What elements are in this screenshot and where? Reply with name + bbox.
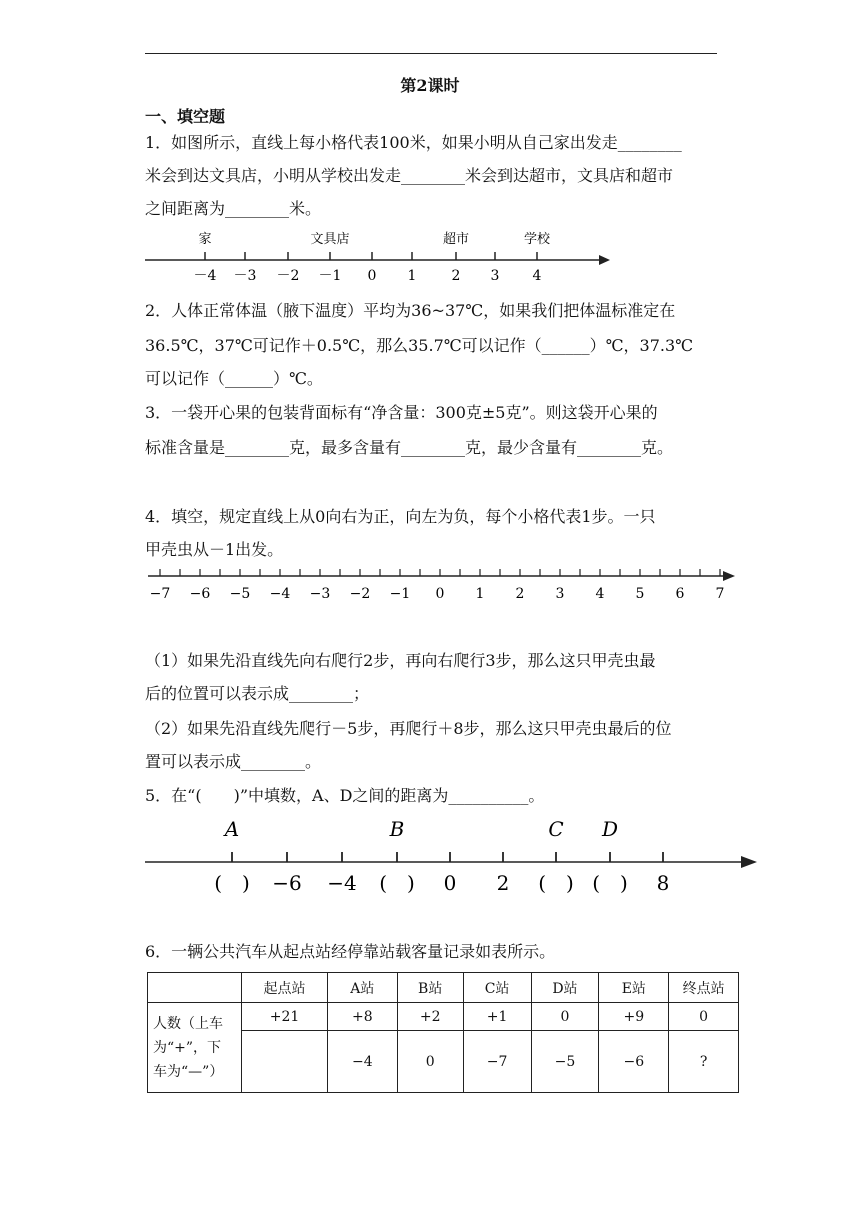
table-cell: +9 [599,1003,669,1031]
q4-arrow-icon [723,571,735,581]
q4-tick-label: 4 [595,586,605,602]
q5-tick-label: 8 [656,871,670,895]
q4-tick-label: 0 [435,586,445,602]
table-header-cell: D站 [531,973,599,1003]
table-header-cell: C站 [463,973,531,1003]
q1-arrow-icon [599,255,610,265]
q2-line-3: 可以记作（______）℃。 [145,369,323,388]
q4-sub2-line-2: 置可以表示成________。 [145,752,322,771]
q5-line: 5．在“( )”中填数，A、D之间的距离为__________。 [145,786,545,805]
q1-tick-label: －3 [233,268,257,284]
table-cell: ? [669,1031,739,1093]
q4-sub1-line-2: 后的位置可以表示成________； [145,684,370,703]
table-cell: +8 [327,1003,397,1031]
q2-line-2: 36.5℃，37℃可记作＋0.5℃，那么35.7℃可以记作（______）℃，37.3℃ [145,336,694,355]
table-header-cell: 终点站 [669,973,739,1003]
table-row-boarding [148,1003,739,1031]
top-rule [145,53,717,54]
table-header-cell [148,973,242,1003]
q1-line-2: 米会到达文具店，小明从学校出发走________米会到达超市，文具店和超市 [145,166,674,185]
q5-tick-label: ( ) [538,871,574,895]
table-cell: +21 [242,1003,328,1031]
table-header-cell: B站 [397,973,463,1003]
q5-point-letter: B [389,817,405,841]
q1-tick-label: 1 [407,268,417,284]
q4-tick-label: 1 [475,586,485,602]
q4-tick-label: 3 [555,586,565,602]
q4-tick-label: 2 [515,586,525,602]
q5-point-letter: D [601,817,619,841]
q5-number-line [140,812,760,896]
q1-line-1: 1．如图所示，直线上每小格代表100米，如果小明从自己家出发走________ [145,133,682,152]
table-header-row [148,973,739,1003]
q1-line-3: 之间距离为________米。 [145,199,322,218]
table-cell: −6 [599,1031,669,1093]
q1-place-stationery: 文具店 [310,232,350,247]
q4-tick-label: −3 [309,586,331,602]
q4-tick-label: −6 [189,586,211,602]
section-heading: 一、填空题 [145,107,226,126]
q1-tick-label: 2 [451,268,461,284]
q1-tick-label: 3 [490,268,500,284]
table-cell: −5 [531,1031,599,1093]
q6-line: 6．一辆公共汽车从起点站经停靠站载客量记录如表所示。 [145,942,556,961]
q5-tick-label: ( ) [214,871,250,895]
table-row-label: 人数（上车 为“+”，下 车为“—”） [148,1003,242,1093]
q1-tick-label: －4 [193,268,217,284]
q5-tick-label: 2 [496,871,510,895]
q5-tick-label: ( ) [379,871,415,895]
q1-place-home: 家 [198,232,212,247]
q4-number-line [140,562,740,606]
q4-tick-label: −5 [229,586,251,602]
q4-tick-label: −1 [389,586,411,602]
table-header-cell: 起点站 [242,973,328,1003]
q5-arrow-icon [741,856,757,868]
q5-tick-label: 0 [443,871,457,895]
q4-tick-label: 5 [635,586,645,602]
q4-tick-label: −4 [269,586,291,602]
q4-sub2-line-1: （2）如果先沿直线先爬行－5步，再爬行＋8步，那么这只甲壳虫最后的位 [145,719,672,738]
q5-tick-label: −4 [327,871,357,895]
table-cell: 0 [397,1031,463,1093]
q3-line-1: 3．一袋开心果的包装背面标有“净含量：300克±5克”。则这袋开心果的 [145,403,658,422]
q1-number-line [140,226,620,288]
q1-tick-label: 4 [532,268,542,284]
table-cell: 0 [531,1003,599,1031]
q1-tick-label: －2 [276,268,300,284]
q5-tick-label: ( ) [592,871,628,895]
table-cell: +2 [397,1003,463,1031]
q1-place-supermarket: 超市 [442,232,470,247]
q4-line-2: 甲壳虫从－1出发。 [145,540,284,559]
q2-line-1: 2．人体正常体温（腋下温度）平均为36~37℃，如果我们把体温标准定在 [145,301,676,320]
table-cell: −4 [327,1031,397,1093]
q4-line-1: 4．填空，规定直线上从0向右为正，向左为负，每个小格代表1步。一只 [145,507,656,526]
q4-tick-label: 7 [715,586,725,602]
page-title: 第2课时 [400,76,460,95]
table-cell: 0 [669,1003,739,1031]
q1-place-school: 学校 [523,232,551,247]
table-cell [242,1031,328,1093]
q5-point-letter: C [548,817,564,841]
q4-tick-label: −2 [349,586,371,602]
table-cell: −7 [463,1031,531,1093]
q4-sub1-line-1: （1）如果先沿直线先向右爬行2步，再向右爬行3步，那么这只甲壳虫最 [145,651,656,670]
table-cell: +1 [463,1003,531,1031]
q5-point-letter: A [224,817,240,841]
q5-tick-label: −6 [272,871,302,895]
q1-tick-label: 0 [367,268,377,284]
table-header-cell: A站 [327,973,397,1003]
q4-tick-label: 6 [675,586,685,602]
q4-tick-label: −7 [149,586,171,602]
table-header-cell: E站 [599,973,669,1003]
bus-passenger-table [147,972,739,1093]
q3-line-2: 标准含量是________克，最多含量有________克，最少含量有________克。 [145,438,674,457]
q1-tick-label: －1 [318,268,342,284]
